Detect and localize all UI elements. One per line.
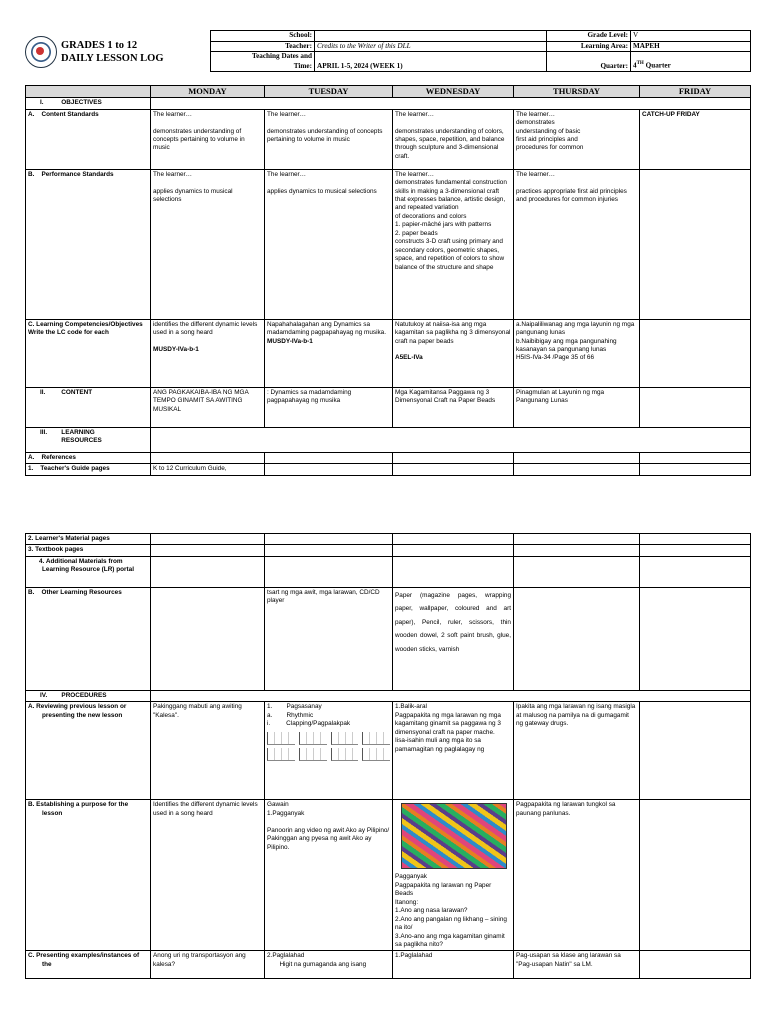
grade-value: V bbox=[631, 31, 751, 42]
other-resources-label: B. Other Learning Resources bbox=[26, 587, 151, 690]
objectives-heading: I. OBJECTIVES bbox=[26, 98, 151, 109]
other-resources-row: B. Other Learning Resources tsart ng mga awit, mga larawan, CD/CD player Paper (magazine pages, wrapping paper, wallpaper, coloured and art paper), Pencil, ruler, scissors, thin wooden dowel, 2 soft paint brush, glue, wooden sticks, varnish bbox=[26, 587, 751, 690]
day-tuesday: TUESDAY bbox=[265, 86, 393, 98]
quarter-label: Quarter: bbox=[547, 52, 631, 72]
purpose-label: B. Establishing a purpose for the lesson bbox=[26, 800, 151, 951]
document-title: GRADES 1 to 12 DAILY LESSON LOG bbox=[61, 39, 164, 64]
references-row bbox=[26, 452, 751, 463]
header-branding bbox=[25, 30, 210, 74]
dates-value: APRIL 1-5, 2024 (WEEK 1) bbox=[315, 52, 547, 72]
day-monday: MONDAY bbox=[151, 86, 265, 98]
references-label: A. References bbox=[26, 452, 151, 463]
school-label: School: bbox=[211, 31, 315, 42]
area-value: MAPEH bbox=[631, 41, 751, 52]
reviewing-label: A. Reviewing previous lesson or presenting the new lesson bbox=[26, 702, 151, 800]
day-thursday: THURSDAY bbox=[514, 86, 640, 98]
competencies-row: C. Learning Competencies/Objectives Write the LC code for each identifies the different dynamic levels used in a song heard MUSDY-IVa-b-1 Napahahalagahan ang Dynamics sa madamdaming pagpapahayag ng musika. MUSDY-IVa-b-1 Natutukoy at naiisa-isa ang mga kagamitan sa paglikha ng 3 dimensyonal craft na paper beads A5EL-IVa a.Naipaliliwanag ang mga layunin ng mga pangunang lunas b.Naibibigay ang mga pangunahing kasanayan sa pangunang lunas H5IS-IVa-34 /Page 35 of 66 bbox=[26, 319, 751, 387]
presenting-label: C. Presenting examples/instances of the bbox=[26, 951, 151, 979]
learning-resources-row bbox=[26, 427, 751, 452]
procedures-label: IV. PROCEDURES bbox=[26, 690, 151, 701]
content-label: II. CONTENT bbox=[26, 387, 151, 427]
school-value bbox=[315, 31, 547, 42]
rhythm-notation-icon bbox=[267, 732, 390, 745]
textbook-row bbox=[26, 545, 751, 556]
content-standards-label: A. Content Standards bbox=[26, 109, 151, 169]
learning-resources-label: III. LEARNING RESOURCES bbox=[26, 427, 151, 452]
additional-materials-label: 4. Additional Materials from Learning Resource (LR) portal bbox=[26, 556, 151, 587]
presenting-row: C. Presenting examples/instances of the Anong uri ng transportasyon ang kalesa? 2.Paglalahad Higit na gumaganda ang isang 1.Paglalahad Pag-usapan sa klase ang larawan sa "Pag-usapan Natin" sa LM. bbox=[26, 951, 751, 979]
competencies-label: C. Learning Competencies/Objectives Write the LC code for each bbox=[26, 319, 151, 387]
area-label: Learning Area: bbox=[547, 41, 631, 52]
dates-label: Teaching Dates and Time: bbox=[211, 52, 315, 72]
teachers-guide-label: 1. Teacher's Guide pages bbox=[26, 464, 151, 475]
rhythm-exercise: 1. Pagsasanay a. Rhythmic i. Clapping/Pagpalakpak bbox=[265, 702, 393, 800]
performance-standards-label: B. Performance Standards bbox=[26, 169, 151, 319]
day-friday: FRIDAY bbox=[640, 86, 751, 98]
purpose-row: B. Establishing a purpose for the lesson Identifies the different dynamic levels used in a song heard Gawain 1.Pagganyak Panoorin ang video ng awit Ako ay Pilipino/ Pakinggan ang pyesa ng awit Ako ay Pilipino. Pagganyak Pagpapakita ng larawan ng Paper Beads Itanong: 1.Ano ang nasa larawan? 2.Ano ang pangalan ng likhang – sining na ito/ 3.Ano-ano ang mga kagamitan ginamit sa paglikha nito? Pagpapakita ng larawan tungkol sa paunang panlunas. bbox=[26, 800, 751, 951]
content-row: II. CONTENT ANG PAGKAKAIBA-IBA NG MGA TEMPO GINAMIT SA AWITING MUSIKAL : Dynamics sa madamdaming pagpapahayag ng musika Mga Kagamitansa Paggawa ng 3 Dimensyonal Craft na Paper Beads Pinagmulan at Layunin ng mga Pangunang Lunas bbox=[26, 387, 751, 427]
header-info-table bbox=[210, 30, 751, 72]
paper-beads-image bbox=[401, 803, 507, 869]
learners-material-row bbox=[26, 534, 751, 545]
additional-materials-row bbox=[26, 556, 751, 587]
deped-seal-icon bbox=[25, 36, 57, 68]
lesson-table-part2 bbox=[25, 533, 751, 979]
learners-material-label: 2. Learner's Material pages bbox=[26, 534, 151, 545]
procedures-row bbox=[26, 690, 751, 701]
lesson-table-part1 bbox=[25, 85, 751, 476]
teachers-guide-row: 1. Teacher's Guide pages K to 12 Curriculum Guide, bbox=[26, 464, 751, 475]
day-wednesday: WEDNESDAY bbox=[393, 86, 514, 98]
performance-standards-row: B. Performance Standards The learner… applies dynamics to musical selections The learner… applies dynamics to musical selections The learner… demonstrates fundamental construction skills in making a 3-dimensional craft that expresses balance, artistic design, and repeated variation of decorations and colors 1. papier-mâché jars with patterns 2. paper beads constructs 3-D craft using primary and secondary colors, geometric shapes, space, and repetition of colors to show balance of the structure and shape The learner… practices appropriate first aid principles and procedures for common injuries bbox=[26, 169, 751, 319]
grade-label: Grade Level: bbox=[547, 31, 631, 42]
teacher-value: Credits to the Writer of this DLL bbox=[315, 41, 547, 52]
textbook-label: 3. Textbook pages bbox=[26, 545, 151, 556]
reviewing-row: A. Reviewing previous lesson or presenting the new lesson Pakinggang mabuti ang awiting "Kalesa". 1. Pagsasanay a. Rhythmic i. Clapping/Pagpalakpak 1.Balik-aral Pagpapakita ng mga larawan ng mga kagamitang ginamit sa paggawa ng 3 dimensyonal craft na paper mache. Iisa-isahin muli ang mga ito sa pamamagitan ng paglalagay ng Ipakita ang mga larawan ng isang masigla at malusog na pamilya na di gumagamit ng gateway drugs. bbox=[26, 702, 751, 800]
content-standards-row: A. Content Standards The learner… demonstrates understanding of concepts pertaining to volume in music The learner… demonstrates understanding of concepts pertaining to volume in music The learner… demonstrates understanding of colors, shapes, space, repetition, and balance through sculpture and 3-dimensional craft. The learner… demonstrates understanding of basic first aid principles and procedures for common CATCH-UP FRIDAY bbox=[26, 109, 751, 169]
teacher-label: Teacher: bbox=[211, 41, 315, 52]
day-header-row bbox=[26, 86, 751, 98]
quarter-value: 4TH Quarter bbox=[631, 52, 751, 72]
rhythm-notation-icon bbox=[267, 748, 390, 761]
